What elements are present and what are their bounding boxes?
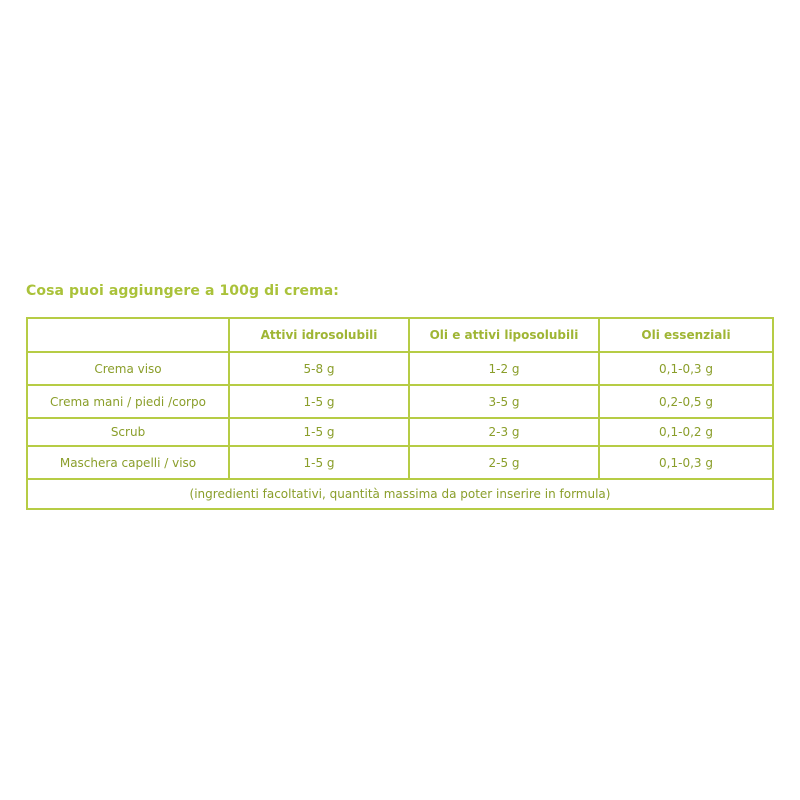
page-heading: Cosa puoi aggiungere a 100g di crema: — [26, 283, 340, 299]
table-cell: 5-8 g — [229, 352, 409, 385]
dosage-table — [26, 317, 774, 510]
table-cell: 1-2 g — [409, 352, 599, 385]
table-cell: 1-5 g — [229, 385, 409, 418]
table-header-row — [27, 318, 773, 352]
header-oli-essenziali: Oli essenziali — [599, 318, 773, 352]
table-row — [27, 352, 773, 385]
row-label: Crema mani / piedi /corpo — [27, 385, 229, 418]
table-cell: 0,1-0,3 g — [599, 446, 773, 479]
table-cell: 1-5 g — [229, 446, 409, 479]
table-cell: 0,2-0,5 g — [599, 385, 773, 418]
row-label: Maschera capelli / viso — [27, 446, 229, 479]
row-label: Crema viso — [27, 352, 229, 385]
table-cell: 2-5 g — [409, 446, 599, 479]
header-attivi-idrosolubili: Attivi idrosolubili — [229, 318, 409, 352]
table-row — [27, 446, 773, 479]
table-cell: 0,1-0,3 g — [599, 352, 773, 385]
table-cell: 1-5 g — [229, 418, 409, 446]
footnote-row — [27, 479, 773, 509]
header-empty — [27, 318, 229, 352]
table-footnote: (ingredienti facoltativi, quantità massima da poter inserire in formula) — [27, 479, 773, 509]
row-label: Scrub — [27, 418, 229, 446]
table-cell: 2-3 g — [409, 418, 599, 446]
table-cell: 3-5 g — [409, 385, 599, 418]
header-oli-liposolubili: Oli e attivi liposolubili — [409, 318, 599, 352]
table-row — [27, 418, 773, 446]
table-cell: 0,1-0,2 g — [599, 418, 773, 446]
table-row — [27, 385, 773, 418]
